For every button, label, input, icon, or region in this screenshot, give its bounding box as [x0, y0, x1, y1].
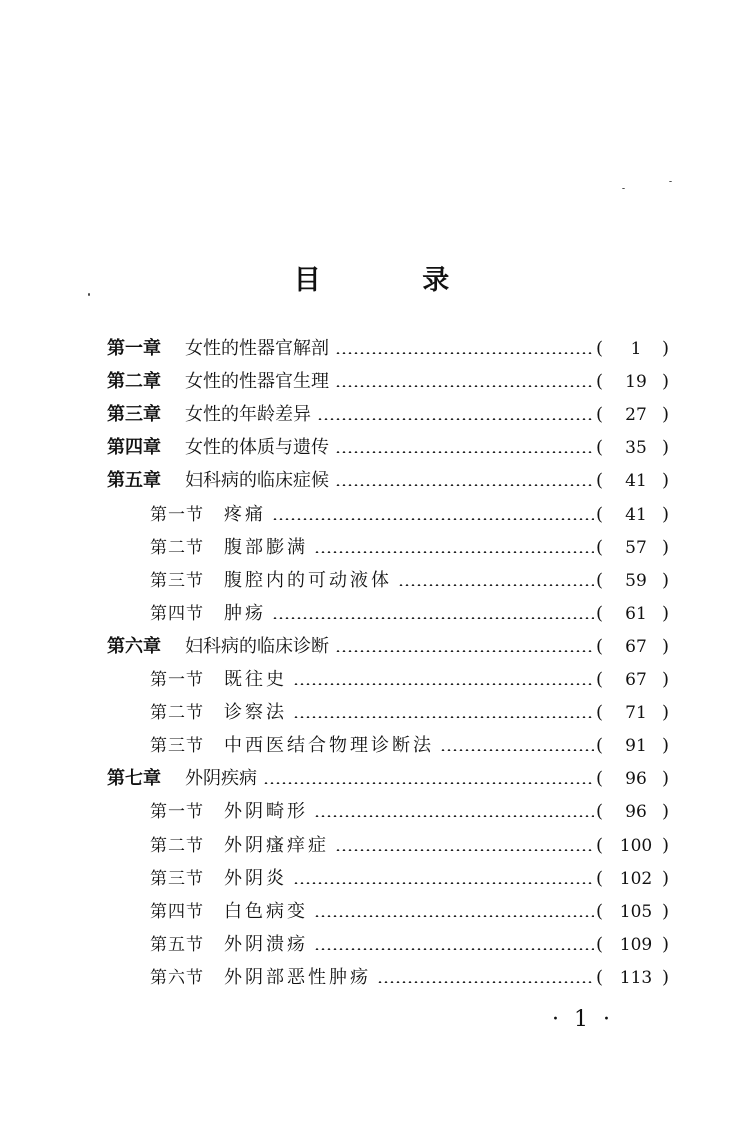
left-paren: (	[596, 470, 604, 492]
toc-page-number: 96	[625, 769, 647, 790]
toc-chapter-row	[0, 400, 743, 430]
toc-entry-title: 女性的性器官生理	[185, 371, 329, 393]
toc-entry-label	[150, 930, 308, 960]
toc-entry-title: 外阴畸形	[224, 801, 308, 823]
toc-dot-leader	[314, 551, 594, 553]
left-paren: (	[596, 867, 604, 889]
right-paren: )	[662, 801, 670, 823]
left-paren: (	[596, 437, 604, 459]
left-paren: (	[596, 569, 604, 591]
toc-entry-number: 第四节	[150, 603, 204, 624]
left-paren: (	[596, 768, 604, 790]
left-paren: (	[596, 371, 604, 393]
toc-entry-number: 第七章	[107, 768, 161, 790]
toc-section-row	[0, 731, 743, 761]
toc-page-number: 71	[625, 703, 647, 724]
toc-page-number: 91	[625, 736, 647, 757]
right-paren: )	[662, 933, 670, 955]
right-paren: )	[662, 338, 670, 359]
toc-entry-number: 第四节	[150, 901, 204, 922]
toc-chapter-row	[0, 334, 743, 364]
toc-entry-title: 妇科病的临床症候	[185, 470, 329, 492]
left-paren: (	[596, 503, 604, 525]
toc-chapter-row	[0, 367, 743, 397]
toc-entry-number: 第六章	[107, 635, 161, 657]
toc-dot-leader	[272, 518, 594, 520]
toc-page-number: 27	[625, 405, 647, 426]
toc-entry-label	[150, 665, 287, 695]
toc-entry-label	[107, 466, 329, 496]
toc-dot-leader	[335, 352, 594, 354]
toc-entry-number: 第二节	[150, 835, 204, 856]
toc-page-number: 105	[619, 901, 653, 922]
toc-entry-label	[150, 731, 434, 761]
toc-section-row	[0, 797, 743, 827]
toc-page-number: 67	[625, 636, 647, 657]
toc-dot-leader	[272, 617, 594, 619]
toc-entry-label	[150, 566, 392, 596]
toc-entry-title: 既往史	[224, 669, 287, 690]
toc-page-number: 100	[619, 835, 653, 856]
toc-page-number: 61	[625, 603, 647, 624]
toc-dot-leader	[440, 749, 594, 751]
toc-page-number: 57	[625, 537, 647, 558]
toc-section-row	[0, 963, 743, 993]
toc-entry-title: 腹腔内的可动液体	[224, 569, 392, 591]
toc-entry-label	[150, 797, 308, 827]
toc-entry-title: 诊察法	[224, 702, 287, 724]
right-paren: )	[662, 867, 670, 889]
right-paren: )	[662, 735, 670, 757]
right-paren: )	[662, 669, 670, 690]
toc-entry-number: 第三章	[107, 404, 161, 426]
toc-entry-number: 第一节	[150, 670, 204, 690]
scan-speck	[622, 188, 625, 189]
toc-entry-title: 肿疡	[224, 602, 266, 624]
toc-entry-label	[150, 897, 308, 927]
toc-dot-leader	[314, 915, 594, 917]
toc-section-row	[0, 897, 743, 927]
toc-title: 目 录	[293, 265, 496, 296]
right-paren: )	[662, 834, 670, 856]
toc-entry-label	[150, 864, 287, 894]
toc-entry-label	[107, 632, 329, 662]
toc-chapter-row	[0, 433, 743, 463]
toc-section-row	[0, 698, 743, 728]
toc-page-number: 41	[625, 471, 647, 492]
toc-dot-leader	[293, 716, 594, 718]
toc-chapter-row	[0, 466, 743, 496]
right-paren: )	[662, 437, 670, 459]
toc-entry-label	[150, 831, 329, 861]
toc-entry-label	[150, 599, 266, 629]
toc-entry-label	[107, 400, 311, 430]
toc-entry-number: 第五节	[150, 934, 204, 955]
toc-dot-leader	[263, 782, 594, 784]
toc-dot-leader	[293, 882, 594, 884]
toc-entry-title: 妇科病的临床诊断	[185, 635, 329, 657]
toc-entry-number: 第三节	[150, 570, 204, 591]
right-paren: )	[662, 404, 670, 426]
toc-entry-title: 外阴炎	[224, 867, 287, 889]
toc-section-row	[0, 665, 743, 695]
toc-entry-title: 白色病变	[224, 900, 308, 922]
right-paren: )	[662, 470, 670, 492]
toc-entry-number: 第三节	[150, 868, 204, 889]
right-paren: )	[662, 569, 670, 591]
toc-dot-leader	[335, 451, 594, 453]
toc-dot-leader	[314, 815, 594, 817]
toc-section-row	[0, 566, 743, 596]
toc-section-row	[0, 831, 743, 861]
toc-entry-label	[107, 764, 257, 794]
toc-dot-leader	[335, 849, 594, 851]
toc-entry-title: 外阴部恶性肿疡	[224, 966, 371, 988]
toc-entry-title: 中西医结合物理诊断法	[224, 735, 434, 757]
toc-page-number: 41	[625, 504, 647, 525]
toc-dot-leader	[335, 650, 594, 652]
toc-page-number: 109	[619, 934, 653, 955]
toc-entry-title: 外阴疾病	[185, 768, 257, 790]
left-paren: (	[596, 801, 604, 823]
toc-dot-leader	[398, 584, 594, 586]
right-paren: )	[662, 536, 670, 558]
toc-section-row	[0, 930, 743, 960]
right-paren: )	[662, 635, 670, 657]
toc-entry-label	[150, 698, 287, 728]
toc-dot-leader	[335, 484, 594, 486]
toc-page-number: 102	[619, 868, 653, 889]
toc-entry-number: 第六节	[150, 967, 204, 988]
left-paren: (	[596, 966, 604, 988]
toc-section-row	[0, 533, 743, 563]
toc-entry-title: 外阴溃疡	[224, 933, 308, 955]
toc-dot-leader	[293, 683, 594, 685]
toc-page-number: 59	[625, 570, 647, 591]
toc-entry-label	[107, 367, 329, 397]
toc-dot-leader	[317, 418, 594, 420]
left-paren: (	[596, 933, 604, 955]
toc-entry-title: 女性的性器官解剖	[185, 338, 329, 359]
left-paren: (	[596, 635, 604, 657]
toc-entry-label	[107, 433, 329, 463]
left-paren: (	[596, 338, 604, 359]
toc-section-row	[0, 864, 743, 894]
toc-entry-title: 疼痛	[224, 503, 266, 525]
toc-dot-leader	[377, 981, 594, 983]
left-paren: (	[596, 834, 604, 856]
right-paren: )	[662, 702, 670, 724]
toc-entry-number: 第二节	[150, 537, 204, 558]
toc-entry-number: 第三节	[150, 736, 204, 757]
toc-dot-leader	[335, 385, 594, 387]
toc-entry-title: 腹部膨满	[224, 536, 308, 558]
toc-entry-title: 外阴瘙痒症	[224, 834, 329, 856]
toc-entry-number: 第一章	[107, 338, 161, 359]
left-paren: (	[596, 702, 604, 724]
toc-section-row	[0, 500, 743, 530]
left-paren: (	[596, 536, 604, 558]
toc-entry-number: 第二节	[150, 703, 204, 724]
right-paren: )	[662, 900, 670, 922]
toc-entry-label	[150, 963, 371, 993]
toc-entry-label	[150, 500, 266, 530]
toc-entry-label	[150, 533, 308, 563]
right-paren: )	[662, 966, 670, 988]
toc-page-number: 35	[625, 438, 647, 459]
toc-chapter-row	[0, 632, 743, 662]
toc-dot-leader	[314, 948, 594, 950]
toc-entry-number: 第五章	[107, 470, 161, 492]
page-number: · 1 ·	[552, 1007, 614, 1032]
toc-page-number: 96	[625, 802, 647, 823]
toc-page-number: 19	[625, 372, 647, 393]
toc-entry-label	[107, 334, 329, 364]
right-paren: )	[662, 503, 670, 525]
right-paren: )	[662, 602, 670, 624]
left-paren: (	[596, 735, 604, 757]
left-paren: (	[596, 669, 604, 690]
toc-entry-number: 第一节	[150, 504, 204, 525]
toc-entry-title: 女性的年龄差异	[185, 404, 311, 426]
toc-page-number: 1	[630, 339, 642, 359]
left-paren: (	[596, 602, 604, 624]
toc-page-number: 67	[625, 670, 647, 690]
toc-entry-title: 女性的体质与遗传	[185, 437, 329, 459]
right-paren: )	[662, 768, 670, 790]
toc-entry-number: 第四章	[107, 437, 161, 459]
toc-entry-number: 第二章	[107, 371, 161, 393]
toc-chapter-row	[0, 764, 743, 794]
left-paren: (	[596, 900, 604, 922]
left-paren: (	[596, 404, 604, 426]
scan-speck	[88, 293, 90, 296]
toc-section-row	[0, 599, 743, 629]
toc-entry-number: 第一节	[150, 802, 204, 823]
right-paren: )	[662, 371, 670, 393]
scan-speck	[669, 181, 672, 182]
toc-page-number: 113	[619, 967, 653, 988]
